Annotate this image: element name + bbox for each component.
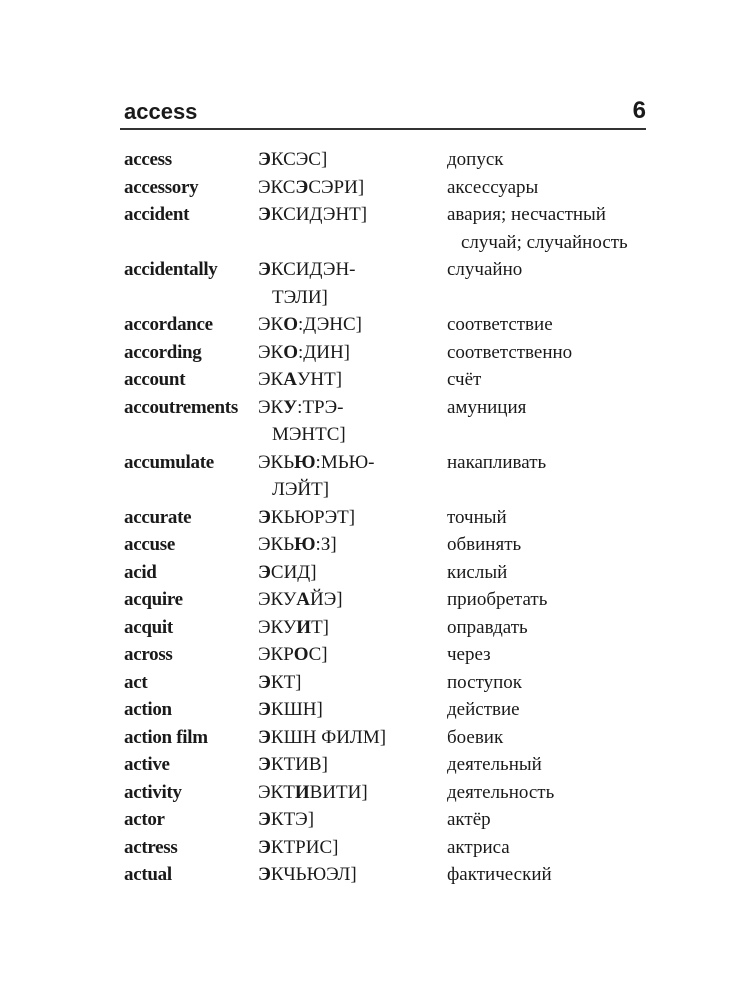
transcription-text: ЭКТ — [258, 781, 295, 803]
stressed-letter: Э — [258, 506, 271, 528]
headword: activity — [124, 781, 182, 803]
translation-line: аксессуары — [447, 176, 539, 198]
transcription-text: КТ] — [270, 671, 302, 693]
translation-line: точный — [447, 506, 507, 528]
transcription-text: ЭКУ — [258, 616, 297, 638]
transcription-line — [258, 421, 447, 449]
translation-line: обвинять — [447, 534, 522, 555]
translation — [447, 614, 654, 642]
stressed-letter: Э — [295, 176, 309, 198]
headword: accidentally — [124, 259, 218, 280]
translation — [447, 559, 654, 587]
stressed-letter: А — [296, 589, 311, 610]
transcription — [258, 724, 447, 752]
transcription — [258, 531, 447, 559]
stressed-letter: А — [283, 369, 297, 390]
stressed-letter: Э — [258, 561, 271, 583]
transcription-line — [258, 394, 447, 422]
translation — [447, 806, 654, 834]
transcription — [258, 559, 447, 587]
entry-list — [124, 146, 654, 889]
transcription-line — [258, 146, 447, 174]
transcription-text: :ТРЭ- — [297, 396, 344, 418]
dictionary-entry — [124, 174, 654, 202]
dictionary-entry — [124, 559, 654, 587]
translation — [447, 146, 654, 174]
transcription-line — [258, 834, 447, 862]
transcription-text: С] — [308, 644, 328, 665]
stressed-letter: О — [283, 314, 298, 335]
transcription — [258, 174, 447, 202]
transcription-text: ЭКС — [258, 176, 296, 198]
transcription-text: ВИТИ] — [309, 781, 368, 803]
headword: action film — [124, 726, 208, 748]
transcription — [258, 834, 447, 862]
translation — [447, 256, 654, 311]
dictionary-entry — [124, 201, 654, 256]
headword: acquire — [124, 589, 183, 610]
transcription-text: КШН ФИЛМ] — [270, 726, 387, 748]
stressed-letter: Э — [258, 836, 271, 858]
translation-line: деятельный — [447, 754, 542, 775]
translation-line: амуниция — [447, 396, 527, 418]
transcription-text: ЭКУ — [258, 589, 297, 610]
translation-line: накапливать — [447, 451, 547, 473]
translation-line: оправдать — [447, 616, 528, 638]
translation-line: боевик — [447, 726, 504, 748]
transcription — [258, 146, 447, 174]
stressed-letter: И — [296, 616, 312, 638]
dictionary-entry — [124, 806, 654, 834]
transcription-line — [258, 861, 447, 889]
translation — [447, 366, 654, 394]
transcription-line — [258, 504, 447, 532]
stressed-letter: Э — [258, 809, 271, 830]
translation — [447, 586, 654, 614]
stressed-letter: И — [294, 781, 310, 803]
dictionary-entry — [124, 449, 654, 504]
transcription-text: ЙЭ] — [310, 589, 343, 610]
dictionary-entry — [124, 751, 654, 779]
stressed-letter: Э — [258, 726, 271, 748]
transcription-line — [258, 366, 447, 394]
transcription-text: КТИВ] — [270, 754, 328, 775]
headword: across — [124, 644, 173, 665]
transcription-text: ЭКЬ — [258, 534, 295, 555]
transcription — [258, 696, 447, 724]
dictionary-entry — [124, 861, 654, 889]
translation — [447, 669, 654, 697]
transcription-text: КТЭ] — [270, 809, 315, 830]
transcription — [258, 779, 447, 807]
stressed-letter: Э — [258, 259, 271, 280]
stressed-letter: Ю — [294, 451, 316, 473]
headword: according — [124, 341, 202, 363]
transcription-line — [258, 559, 447, 587]
transcription-line — [258, 806, 447, 834]
transcription-line — [258, 696, 447, 724]
headword: active — [124, 754, 170, 775]
transcription-text: МЭНТС] — [272, 424, 346, 445]
transcription-text: КСЭС] — [270, 149, 328, 170]
translation — [447, 834, 654, 862]
headword: accessory — [124, 176, 199, 198]
dictionary-entry — [124, 504, 654, 532]
transcription-text: ЭК — [258, 314, 284, 335]
translation-line: актёр — [447, 809, 491, 830]
translation-line: поступок — [447, 671, 523, 693]
dictionary-entry — [124, 779, 654, 807]
transcription-line — [258, 449, 447, 477]
transcription-line — [258, 586, 447, 614]
dictionary-entry — [124, 366, 654, 394]
transcription-line — [258, 311, 447, 339]
transcription-line — [258, 641, 447, 669]
transcription — [258, 256, 447, 311]
transcription — [258, 449, 447, 504]
translation-line: через — [447, 644, 491, 665]
transcription-line — [258, 751, 447, 779]
transcription-line — [258, 476, 447, 504]
translation-line: приобретать — [447, 589, 548, 610]
dictionary-entry — [124, 834, 654, 862]
headword: accumulate — [124, 451, 214, 473]
page-number: 6 — [632, 97, 646, 124]
headword: action — [124, 699, 172, 720]
dictionary-entry — [124, 394, 654, 449]
stressed-letter: Э — [258, 671, 271, 693]
transcription — [258, 394, 447, 449]
translation-line: фактический — [447, 864, 552, 885]
transcription-line — [258, 779, 447, 807]
translation-line: случай; случайность — [461, 231, 628, 253]
transcription-line — [258, 284, 447, 312]
translation-line: счёт — [447, 369, 482, 390]
running-head-word: access — [124, 99, 198, 124]
translation-line: кислый — [447, 561, 508, 583]
stressed-letter: Э — [258, 699, 271, 720]
transcription-line — [258, 339, 447, 367]
dictionary-entry — [124, 256, 654, 311]
headword: accuse — [124, 534, 175, 555]
translation — [447, 861, 654, 889]
transcription — [258, 806, 447, 834]
transcription — [258, 504, 447, 532]
headword: actor — [124, 809, 165, 830]
translation — [447, 449, 654, 504]
translation-line: деятельность — [447, 781, 555, 803]
transcription-line — [258, 724, 447, 752]
transcription — [258, 586, 447, 614]
transcription-text: КСИДЭНТ] — [270, 204, 368, 225]
stressed-letter: Ю — [294, 534, 316, 555]
headword: acquit — [124, 616, 173, 638]
dictionary-entry — [124, 146, 654, 174]
transcription-text: УНТ] — [296, 369, 343, 390]
transcription-text: ЭКЬ — [258, 451, 295, 473]
stressed-letter: О — [293, 644, 309, 665]
translation-line: актриса — [447, 836, 510, 858]
transcription-text: :З] — [315, 534, 337, 555]
dictionary-entry — [124, 641, 654, 669]
dictionary-entry — [124, 724, 654, 752]
stressed-letter: Э — [258, 204, 271, 225]
transcription-text: КЬЮРЭТ] — [270, 506, 356, 528]
headword: account — [124, 369, 186, 390]
translation — [447, 531, 654, 559]
stressed-letter: Э — [258, 149, 271, 170]
translation — [447, 339, 654, 367]
transcription-text: :ДЭНС] — [298, 314, 362, 335]
transcription-line — [258, 174, 447, 202]
translation — [447, 174, 654, 202]
transcription-text: СЭРИ] — [308, 176, 365, 198]
translation — [447, 641, 654, 669]
headword: acid — [124, 561, 157, 583]
translation — [447, 751, 654, 779]
translation — [447, 311, 654, 339]
stressed-letter: У — [283, 396, 298, 418]
transcription — [258, 366, 447, 394]
transcription-text: КЧЬЮЭЛ] — [270, 864, 357, 885]
dictionary-entry — [124, 339, 654, 367]
transcription-text: ЭК — [258, 396, 284, 418]
translation-line: случайно — [447, 259, 523, 280]
translation — [447, 696, 654, 724]
dictionary-entry — [124, 311, 654, 339]
stressed-letter: О — [283, 341, 298, 363]
translation — [447, 779, 654, 807]
transcription-line — [258, 614, 447, 642]
headword: act — [124, 671, 148, 693]
transcription — [258, 641, 447, 669]
header-rule — [120, 128, 646, 130]
transcription-text: КСИДЭН- — [270, 259, 356, 280]
translation-line: соответственно — [447, 341, 573, 363]
stressed-letter: Э — [258, 864, 271, 885]
transcription-line — [258, 669, 447, 697]
transcription-line — [258, 531, 447, 559]
transcription — [258, 751, 447, 779]
dictionary-entry — [124, 669, 654, 697]
transcription-text: КТРИС] — [270, 836, 339, 858]
transcription-text: ТЭЛИ] — [272, 286, 328, 308]
headword: accordance — [124, 314, 213, 335]
translation-line: соответствие — [447, 314, 553, 335]
translation — [447, 394, 654, 449]
transcription-text: :МЬЮ- — [315, 451, 375, 473]
transcription-text: Т] — [311, 616, 330, 638]
translation-line: авария; несчастный — [447, 204, 606, 225]
transcription-line — [258, 201, 447, 229]
translation-line: действие — [447, 699, 520, 720]
transcription-text: КШН] — [270, 699, 323, 720]
transcription — [258, 311, 447, 339]
transcription-line — [258, 256, 447, 284]
translation — [447, 201, 654, 256]
translation — [447, 504, 654, 532]
headword: access — [124, 149, 172, 170]
dictionary-entry — [124, 586, 654, 614]
transcription — [258, 201, 447, 256]
dictionary-entry — [124, 614, 654, 642]
headword: actual — [124, 864, 172, 885]
transcription — [258, 614, 447, 642]
dictionary-entry — [124, 531, 654, 559]
headword: accident — [124, 204, 190, 225]
transcription-text: ЭК — [258, 341, 284, 363]
translation-line: допуск — [447, 149, 504, 170]
translation — [447, 724, 654, 752]
headword: actress — [124, 836, 178, 858]
transcription-text: СИД] — [270, 561, 317, 583]
headword: accoutrements — [124, 396, 238, 418]
transcription-text: ЭК — [258, 369, 284, 390]
transcription-text: ЛЭЙТ] — [272, 479, 330, 500]
transcription-text: ЭКР — [258, 644, 294, 665]
transcription — [258, 339, 447, 367]
stressed-letter: Э — [258, 754, 271, 775]
transcription — [258, 669, 447, 697]
transcription — [258, 861, 447, 889]
transcription-text: :ДИН] — [298, 341, 351, 363]
headword: accurate — [124, 506, 192, 528]
dictionary-entry — [124, 696, 654, 724]
